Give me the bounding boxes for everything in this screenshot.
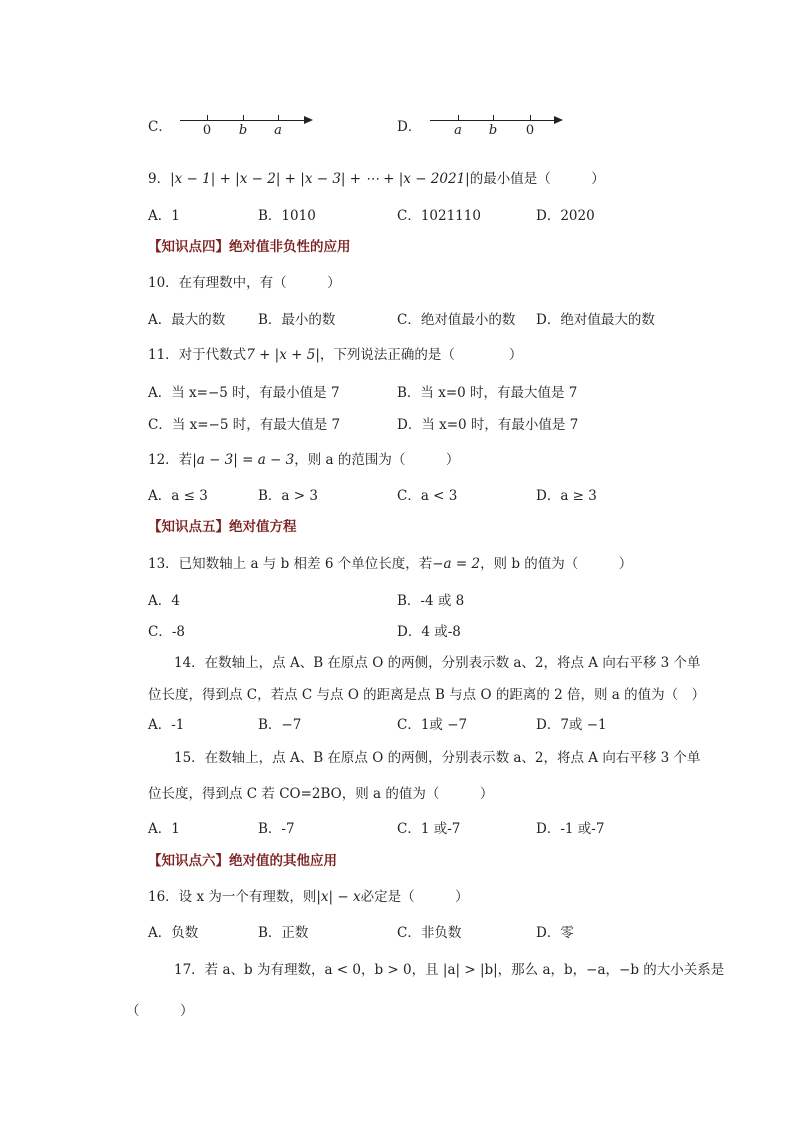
- option-c: C．1 或-7: [397, 821, 461, 837]
- tick-label: 0: [202, 123, 212, 138]
- question-expr: |x − 1| + |x − 2| + |x − 3| + ⋯ + |x − 2021|: [170, 171, 470, 187]
- question-11: [148, 346, 522, 364]
- question-expr: |x| − x: [316, 889, 361, 905]
- question-expr: |a − 3| = a − 3: [192, 452, 295, 468]
- section-heading: 【知识点四】绝对值非负性的应用: [148, 239, 351, 255]
- tick-label: a: [274, 123, 282, 138]
- option-a: A．负数: [148, 925, 199, 941]
- question-tail: 必定是（ ）: [360, 889, 469, 905]
- question-14-line-1: 14．在数轴上，点 A、B 在原点 O 的两侧，分别表示数 a、2，将点 A 向右平移 3 个单: [174, 655, 701, 671]
- arrow-right-icon: [304, 116, 313, 124]
- question-prefix: 12．若: [148, 452, 193, 468]
- option-b: B．最小的数: [258, 312, 336, 328]
- question-13: [148, 555, 632, 573]
- option-b: B．a > 3: [258, 488, 318, 504]
- question-17-line-2: （ ）: [126, 1003, 194, 1019]
- tick-label: 0: [525, 123, 535, 138]
- question-tail: 的最小值是（ ）: [469, 171, 605, 187]
- question-tail: ，则 b 的值为（ ）: [480, 556, 633, 572]
- option-c-label: C．: [148, 119, 172, 135]
- option-d: D．绝对值最大的数: [536, 312, 655, 328]
- question-expr: 7 + |x + 5|: [246, 347, 320, 363]
- question-prefix: 13．已知数轴上 a 与 b 相差 6 个单位长度，若: [148, 556, 433, 572]
- question-prefix: 16．设 x 为一个有理数，则: [148, 889, 317, 905]
- option-d: D．当 x=0 时，有最小值是 7: [397, 417, 579, 433]
- option-a: A．4: [148, 593, 180, 609]
- option-d: D．4 或-8: [397, 624, 461, 640]
- question-17-line-1: 17．若 a、b 为有理数，a < 0，b > 0，且 |a| > |b|，那么 a，b，−a，−b 的大小关系是: [174, 962, 725, 978]
- question-tail: ，则 a 的范围为（ ）: [294, 452, 460, 468]
- question-12: [148, 451, 459, 469]
- option-d: D．-1 或-7: [536, 821, 605, 837]
- option-a: A．-1: [148, 717, 185, 733]
- question-tail: ，下列说法正确的是（ ）: [319, 347, 523, 363]
- arrow-right-icon: [554, 116, 563, 124]
- tick-label: b: [488, 123, 498, 138]
- option-c: C．1021110: [397, 208, 481, 224]
- option-c: C．绝对值最小的数: [397, 312, 516, 328]
- option-c: C．a < 3: [397, 488, 458, 504]
- question-number: 9．: [148, 171, 171, 187]
- option-b: B．1010: [258, 208, 316, 224]
- option-b: B．正数: [258, 925, 309, 941]
- option-c: C．1或 −7: [397, 717, 468, 733]
- option-d: D．2020: [536, 208, 595, 224]
- tick-label: b: [238, 123, 248, 138]
- question-prefix: 11．对于代数式: [148, 347, 247, 363]
- option-a: A．当 x=−5 时，有最小值是 7: [148, 385, 340, 401]
- option-d: D．7或 −1: [536, 717, 607, 733]
- option-d: D．零: [536, 925, 574, 941]
- option-c: C．-8: [148, 624, 185, 640]
- option-b: B．-4 或 8: [397, 593, 465, 609]
- question-16: [148, 888, 469, 906]
- option-b: B．-7: [258, 821, 295, 837]
- tick-label: a: [454, 123, 462, 138]
- option-b: B．当 x=0 时，有最大值是 7: [397, 385, 578, 401]
- option-a: A．1: [148, 208, 180, 224]
- option-a: A．a ≤ 3: [148, 488, 208, 504]
- option-a: A．最大的数: [148, 312, 226, 328]
- question-15-line-1: 15．在数轴上，点 A、B 在原点 O 的两侧，分别表示数 a、2，将点 A 向右平移 3 个单: [174, 750, 701, 766]
- option-a: A．1: [148, 821, 180, 837]
- question-9: [148, 170, 605, 188]
- option-c: C．当 x=−5 时，有最大值是 7: [148, 417, 341, 433]
- question-15-line-2: 位长度，得到点 C 若 CO=2BO，则 a 的值为（ ）: [148, 786, 494, 802]
- option-d-label: D．: [397, 119, 422, 135]
- question-10: 10．在有理数中，有（ ）: [148, 275, 341, 291]
- question-14-line-2: 位长度，得到点 C，若点 C 与点 O 的距离是点 B 与点 O 的距离的 2 倍，则 a 的值为（ ）: [148, 687, 706, 703]
- option-b: B．−7: [258, 717, 302, 733]
- option-d: D．a ≥ 3: [536, 488, 597, 504]
- section-heading: 【知识点五】绝对值方程: [148, 519, 297, 535]
- section-heading: 【知识点六】绝对值的其他应用: [148, 853, 337, 869]
- option-c: C．非负数: [397, 925, 462, 941]
- question-expr: −a = 2: [432, 556, 481, 572]
